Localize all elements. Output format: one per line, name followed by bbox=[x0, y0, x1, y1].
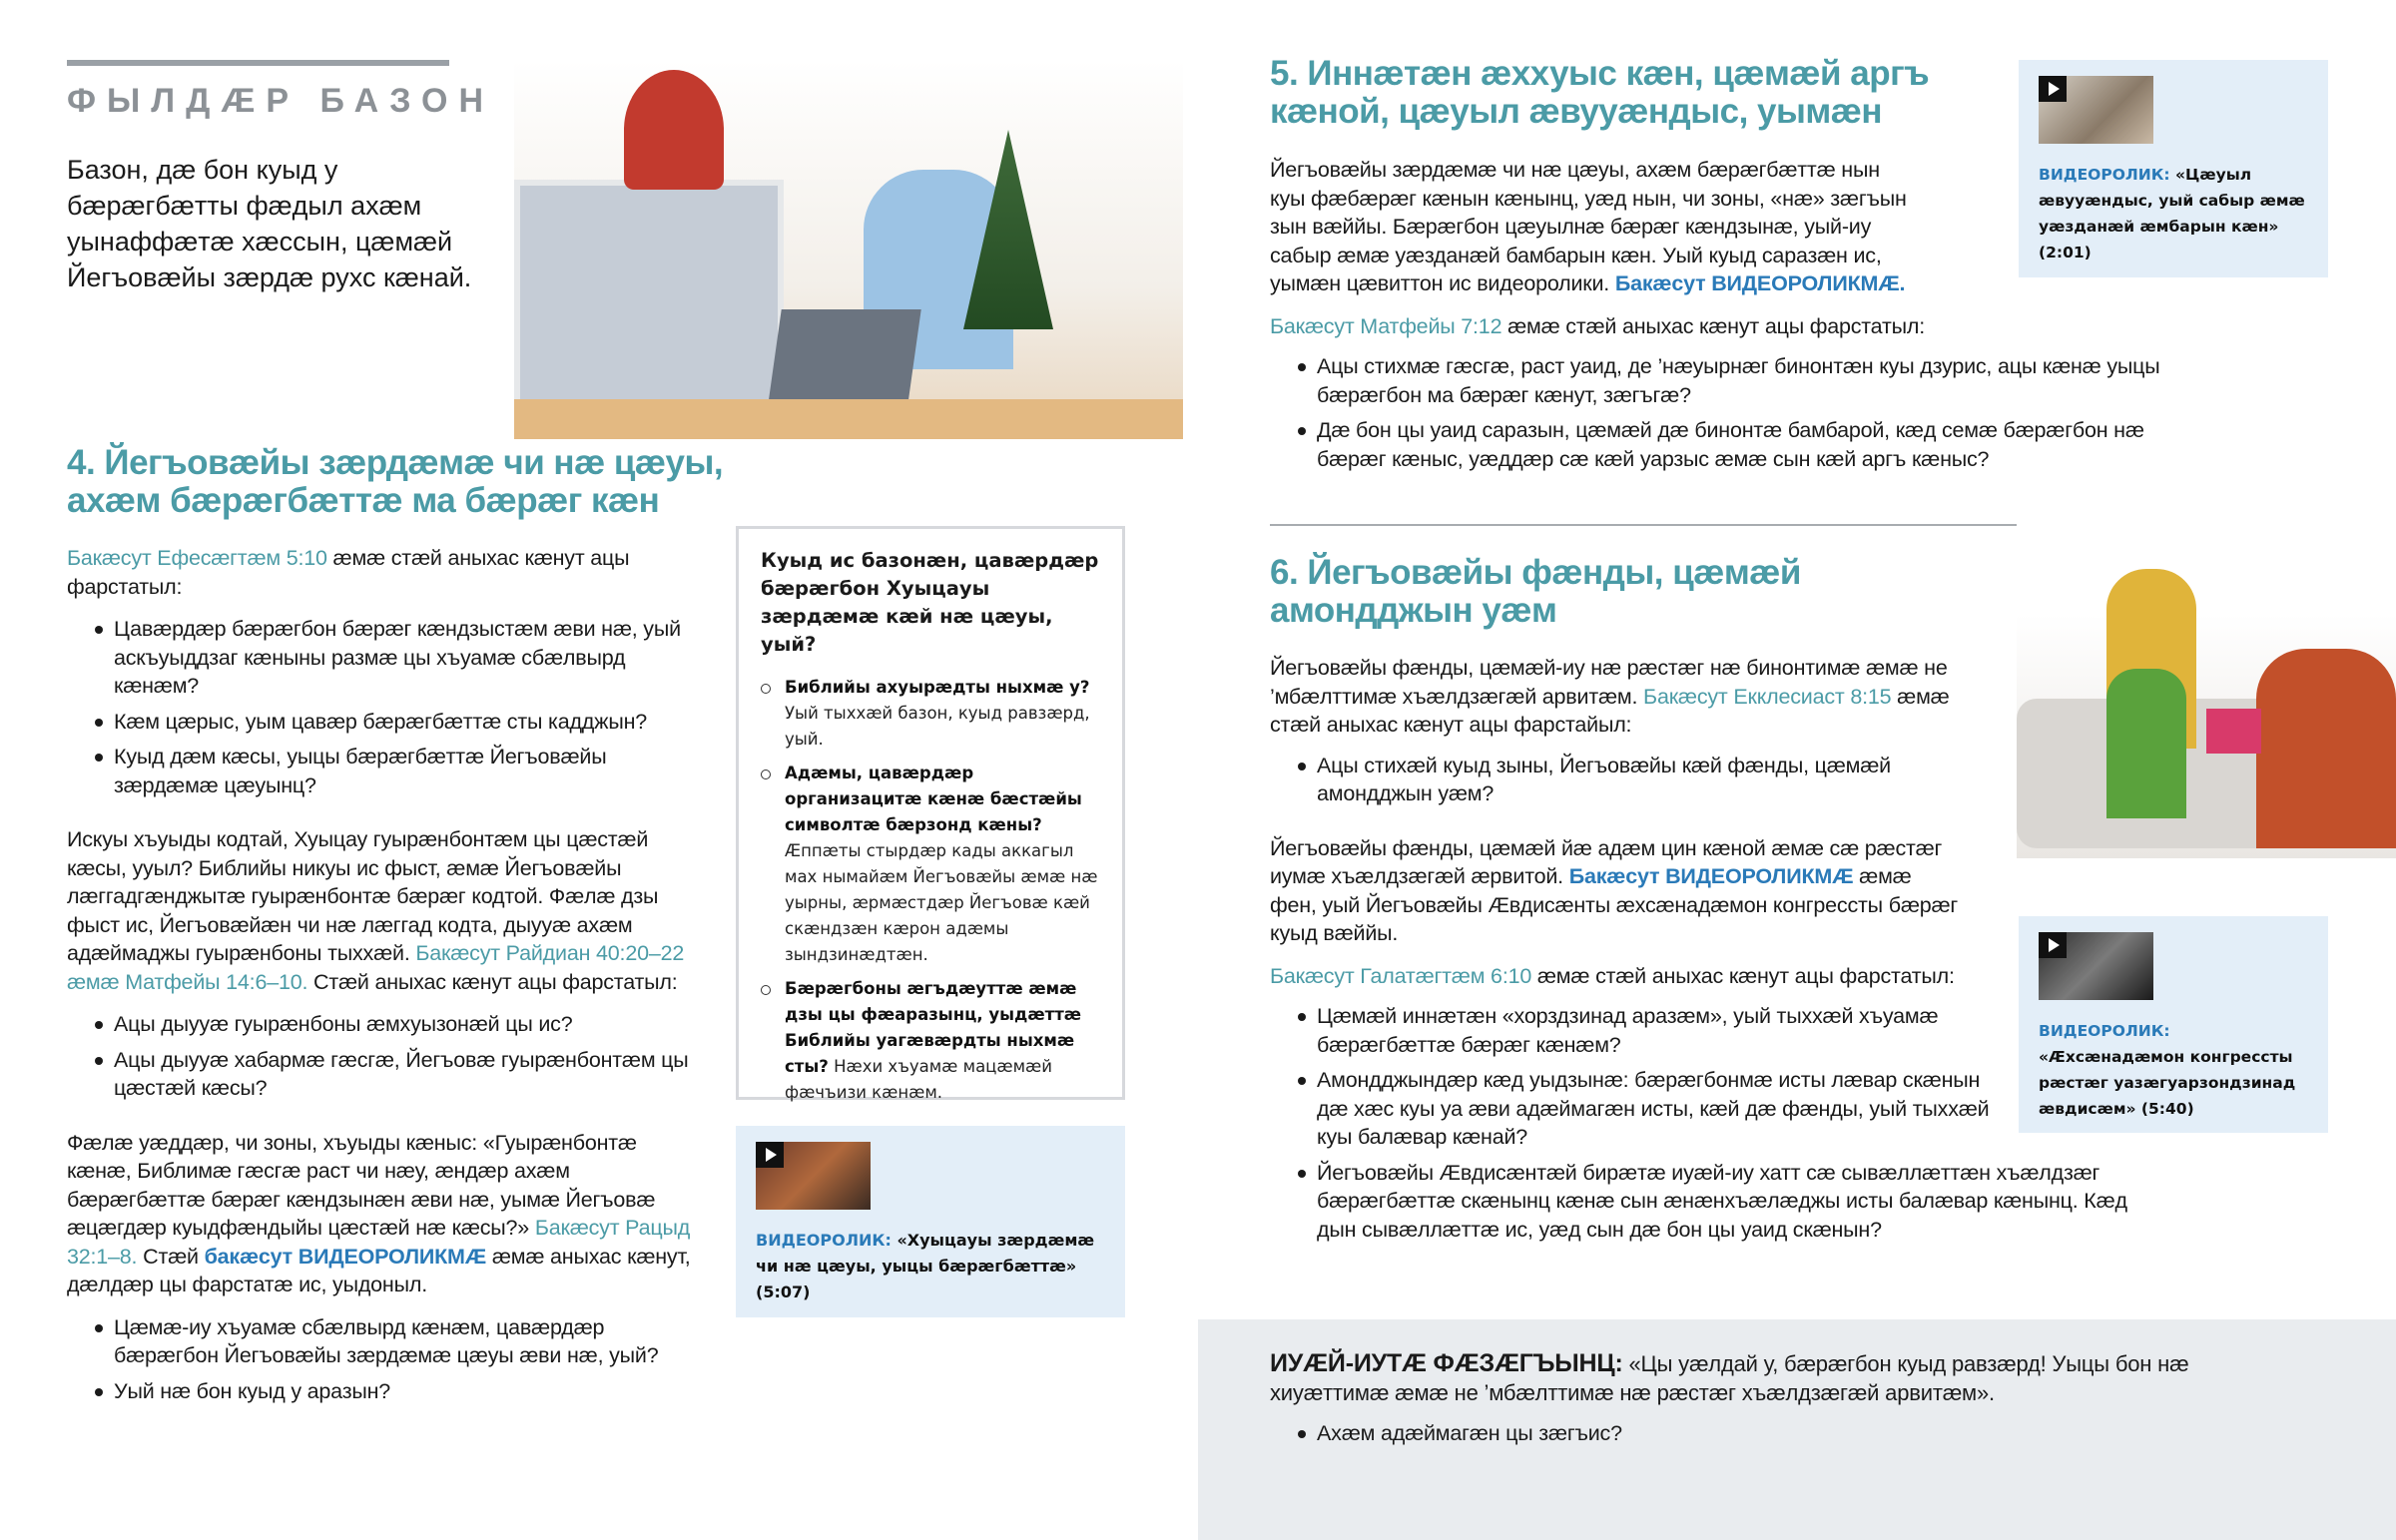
video-card[interactable] bbox=[736, 1126, 1125, 1317]
footer-text: «Цы уæлдай у, бæрæгбон куыд равзæрд! Уыцы бон нæ хиуæттимæ æмæ не ’мбæлттимæ нæ рæстæг хъæлдзæгæй арвитæм». bbox=[1270, 1351, 2189, 1405]
question: Дæ бон цы уаид саразын, цæмæй дæ бинонтæ бамбарой, кæд семæ бæрæгбон нæ бæрæг кæныс, уæддæр сæ кæй уарзыс æмæ сын кæй аргъ кæныс? bbox=[1270, 416, 2188, 473]
play-icon[interactable] bbox=[2039, 932, 2067, 958]
sidebar-item bbox=[761, 761, 1100, 968]
text: æмæ стæй аныхас кæнут ацы фарстатыл: bbox=[1531, 963, 1955, 988]
question-list bbox=[1270, 1419, 2324, 1448]
sidebar-answer: Уый тыххæй базон, куыд равзæрд, уый. bbox=[785, 704, 1090, 749]
sidebar-answer: Æппæты стырдæр кады аккагыл мах нымайæм Йегъовæйы æмæ нæ уырны, æрмæстдæр Йегъовæ кæй скæндзæн кæрон адæмы зындзинæдтæн. bbox=[785, 841, 1098, 964]
family-gift-illustration bbox=[2017, 509, 2396, 858]
question-list bbox=[67, 615, 706, 799]
video-thumbnail[interactable] bbox=[2039, 76, 2153, 144]
video-title: «Цæуыл æвууæндыс, уый сабыр æмæ уæзданæй æмбарын кæн» (2:01) bbox=[2039, 166, 2305, 261]
question: Кæм цæрыс, уым цавæр бæрæгбæттæ сты кадджын? bbox=[67, 708, 706, 737]
video-caption bbox=[2039, 1018, 2308, 1122]
text: æмæ стæй аныхас кæнут ацы фарстатыл: bbox=[67, 546, 630, 599]
video-title: «Хуыцауы зæрдæмæ чи нæ цæуы, уыцы бæрæгбæттæ» (5:07) bbox=[756, 1231, 1095, 1301]
question: Ацы стихæй куыд зыны, Йегъовæйы кæй фæнды, цæмæй амондджын уæм? bbox=[1270, 752, 1989, 808]
question-list bbox=[1270, 752, 1989, 808]
sidebar-answer: Нæхи хъуамæ мацæмæй фæчъизи кæнæм. bbox=[785, 1057, 1052, 1102]
scripture-link[interactable]: Бакæсут Рацыд 32:1–8. bbox=[67, 1216, 691, 1269]
section-kicker: ФЫЛДÆР БАЗОН bbox=[67, 82, 495, 120]
video-label: ВИДЕОРОЛИК: bbox=[2039, 1022, 2170, 1040]
footer-label: ИУÆЙ-ИУТÆ ФÆЗÆГЪЫНЦ: bbox=[1270, 1349, 1623, 1377]
paragraph bbox=[1270, 962, 1959, 991]
section-6-body bbox=[1270, 654, 2127, 1258]
header-rule bbox=[67, 60, 449, 66]
sidebar-question: Библийы ахуырæдты ныхмæ у? bbox=[785, 678, 1090, 697]
sidebar-question: Адæмы, цавæрдæр организацитæ кæнæ бæстæйы символтæ бæрзонд кæны? bbox=[785, 764, 1082, 834]
scripture-link[interactable]: Бакæсут Матфейы 7:12 bbox=[1270, 313, 1502, 338]
question: Йегъовæйы Æвдисæнтæй бирæтæ иуæй-иу хатт сæ сывæллæттæн хъæлдзæг бæрæгбæттæ скæнынц кæнæ сын æнæнхъæлæджы исты балæвар кæнынц. Кæд дын сывæллæттæ ис, уæд сын дæ бон цы уаид скæнын? bbox=[1270, 1159, 2168, 1245]
scripture-link[interactable]: Бакæсут Галатæгтæм 6:10 bbox=[1270, 963, 1532, 988]
video-label: ВИДЕОРОЛИК: bbox=[756, 1231, 892, 1250]
text: æмæ фен, уый Йегъовæйы Æвдисæнты æхсæнадæмон конгрессты бæрæг куыд вæййы. bbox=[1270, 864, 1959, 945]
video-link[interactable]: Бакæсут ВИДЕОРОЛИКМÆ bbox=[1568, 864, 1854, 888]
text: Йегъовæйы зæрдæмæ чи нæ цæуы, ахæм бæрæгбæттæ нын куы фæбæрæг кæнын кæнынц, уæд нын, чи зоны, «нæ» зæгъын зын вæййы. Бæрæгбон цæуылнæ бæрæг кæндзынæ, уый-иу сабыр æмæ уæзданæй бамбарын кæн. Уый куыд саразæн ис, уымæн цæвиттон ис видеоролики. bbox=[1270, 158, 1907, 295]
question-list bbox=[67, 1313, 706, 1406]
footer-quote bbox=[1270, 1349, 2208, 1407]
video-thumbnail[interactable] bbox=[2039, 932, 2153, 1000]
question: Цавæрдæр бæрæгбон бæрæг кæндзыстæм æви нæ, уый аскъуыддзаг кæныны размæ цы хъуамæ сбæлвырд кæнæм? bbox=[67, 615, 706, 701]
video-link[interactable]: Бакæсут ВИДЕОРОЛИКМÆ. bbox=[1614, 271, 1906, 295]
intro-text: Базон, дæ бон куыд у бæрæгбæтты фæдыл ахæм уынаффæтæ хæссын, цæмæй Йегъовæйы зæрдæ рухс кæнай. bbox=[67, 155, 472, 292]
question: Куыд дæм кæсы, уыцы бæрæгбæттæ Йегъовæйы зæрдæмæ цæуынц? bbox=[67, 743, 706, 799]
question: Ацы стихмæ гæсгæ, раст уаид, де ’нæуырнæг бинонтæн куы дзурис, ацы кæнæ уыцы бæрæгбон ма бæрæг кæнут, зæгъгæ? bbox=[1270, 352, 2188, 409]
paragraph bbox=[67, 1129, 706, 1299]
video-link[interactable]: бакæсут ВИДЕОРОЛИКМÆ bbox=[204, 1244, 487, 1269]
question-list bbox=[1270, 352, 2188, 473]
video-thumbnail[interactable] bbox=[756, 1142, 871, 1210]
section-4-title: 4. Йегъовæйы зæрдæмæ чи нæ цæуы, ахæм бæрæгбæттæ ма бæрæг кæн bbox=[67, 443, 724, 520]
video-caption bbox=[2039, 162, 2308, 265]
paragraph bbox=[67, 544, 706, 601]
text: Искуы хъуыды кодтай, Хуыцау гуырæнбонтæм цы цæстæй кæсы, ууыл? Библийы никуы ис фыст, æмæ Йегъовæйы лæггадгæнджытæ гуырæнбонтæ бæрæг кодтой. Фæлæ дзы фыст ис, Йегъовæйæн чи нæ лæггад кодта, дыууæ ахæм адæймаджы гуырæнбоны тыххæй. bbox=[67, 827, 659, 965]
sidebar-box bbox=[736, 526, 1125, 1100]
paragraph bbox=[1270, 156, 1909, 298]
video-title: «Æхсæнадæмон конгрессты рæстæг уазæгуарзондзинад æвдисæм» (5:40) bbox=[2039, 1048, 2296, 1118]
section-6-title: 6. Йегъовæйы фæнды, цæмæй амондджын уæм bbox=[1270, 553, 1801, 630]
sidebar-question: Бæрæгбоны æгъдæуттæ æмæ дзы цы фæаразынц, уыдæттæ Библийы уагæвæрдты ныхмæ сты? bbox=[785, 979, 1082, 1076]
question-list bbox=[67, 1010, 706, 1103]
video-label: ВИДЕОРОЛИК: bbox=[2039, 166, 2170, 184]
paragraph bbox=[67, 825, 706, 996]
text: æмæ стæй аныхас кæнут ацы фарстайыл: bbox=[1270, 684, 1950, 737]
question: Уый нæ бон куыд у аразын? bbox=[67, 1377, 706, 1406]
text: Стæй bbox=[137, 1244, 205, 1269]
sidebar-title: Куыд ис базонæн, цавæрдæр бæрæгбон Хуыцауы зæрдæмæ кæй нæ цæуы, уый? bbox=[761, 549, 1099, 656]
text: Йегъовæйы фæнды, цæмæй-иу нæ рæстæг нæ бинонтимæ æмæ не ’мбæлттимæ хъæлдзæгæй арвитæм. bbox=[1270, 656, 1948, 709]
office-illustration bbox=[514, 60, 1183, 439]
text: Фæлæ уæддæр, чи зоны, хъуыды кæныс: «Гуырæнбонтæ кæнæ, Библимæ гæсгæ раст чи нæу, æндæр ахæм бæрæгбæттæ бæрæг кæндзынæн æви нæ, уымæ Йегъовæ æцæгдæр куыдфæндыйы цæстæй нæ кæсы?» bbox=[67, 1130, 656, 1240]
sidebar-list bbox=[761, 675, 1100, 1106]
question: Ахæм адæймагæн цы зæгъис? bbox=[1270, 1419, 2324, 1448]
section-5-body bbox=[1270, 156, 2160, 487]
text: Йегъовæйы фæнды, цæмæй йæ адæм цин кæной æмæ сæ рæстæг иумæ хъæлдзæгæй æрвитой. bbox=[1270, 835, 1943, 888]
video-caption bbox=[756, 1228, 1105, 1305]
play-icon[interactable] bbox=[756, 1142, 784, 1168]
scripture-link[interactable]: Бакæсут Ефесæгтæм 5:10 bbox=[67, 546, 327, 570]
paragraph bbox=[1270, 834, 1959, 948]
question: Цæмæ-иу хъуамæ сбæлвырд кæнæм, цавæрдæр бæрæгбон Йегъовæйы зæрдæмæ цæуы æви нæ, уый? bbox=[67, 1313, 706, 1370]
section-divider bbox=[1270, 524, 2111, 526]
scripture-link[interactable]: Бакæсут Райдиан 40:20–22 æмæ Матфейы 14:6–10. bbox=[67, 941, 685, 994]
video-card[interactable] bbox=[2019, 916, 2328, 1133]
question: Ацы дыууæ гуырæнбоны æмхуызонæй цы ис? bbox=[67, 1010, 706, 1039]
text: æмæ стæй аныхас кæнут ацы фарстатыл: bbox=[1501, 313, 1925, 338]
play-icon[interactable] bbox=[2039, 76, 2067, 102]
question: Цæмæй иннæтæн «хорздзинад аразæм», уый тыххæй хъуамæ бæрæгбæттæ бæрæг кæнæм? bbox=[1270, 1002, 1999, 1059]
text: æмæ аныхас кæнут, дæлдæр цы фарстатæ ис, уыдоныл. bbox=[67, 1244, 691, 1296]
text: Стæй аныхас кæнут ацы фарстатыл: bbox=[307, 969, 678, 994]
video-card[interactable] bbox=[2019, 60, 2328, 277]
paragraph bbox=[1270, 312, 1989, 341]
paragraph bbox=[1270, 654, 1969, 740]
question: Амондджындæр кæд уыдзынæ: бæрæгбонмæ исты лæвар скæнын дæ хæс куы уа æви адæймагæн исты, кæй дæ фæнды, уый тыххæй куы балæвар кæнай? bbox=[1270, 1066, 1999, 1152]
section-4-body bbox=[67, 544, 706, 1419]
sidebar-item bbox=[761, 976, 1100, 1106]
question: Ацы дыууæ хабармæ гæсгæ, Йегъовæ гуырæнбонтæм цы цæстæй кæсы? bbox=[67, 1046, 706, 1103]
footer-panel bbox=[1198, 1319, 2396, 1540]
sidebar-item bbox=[761, 675, 1100, 753]
section-5-title: 5. Иннæтæн æххуыс кæн, цæмæй аргъ кæной, цæуыл æвууæндыс, уымæн bbox=[1270, 54, 1930, 131]
scripture-link[interactable]: Бакæсут Екклесиаст 8:15 bbox=[1643, 684, 1892, 709]
